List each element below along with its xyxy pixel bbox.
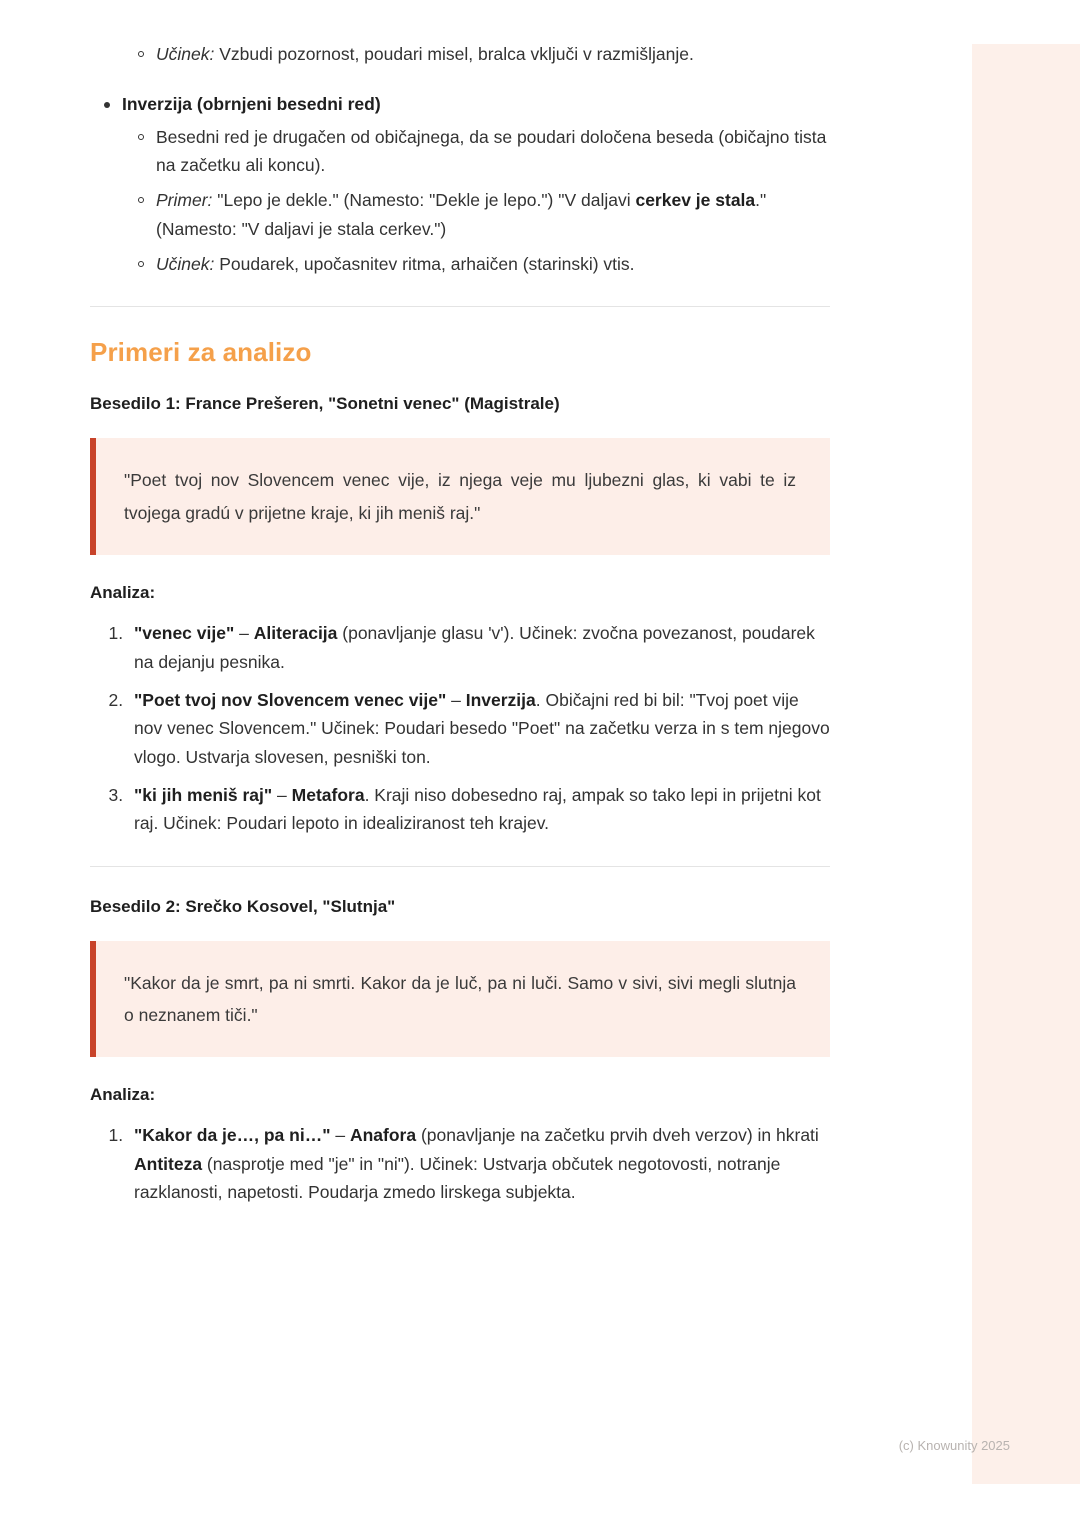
page-side-decoration-inner (962, 44, 972, 1484)
effect-label: Učinek: (156, 254, 215, 275)
analysis-rest-b: (nasprotje med "je" in "ni"). Učinek: Ustvarja občutek negotovosti, notranje razklanosti, napetosti. Poudarja zmedo lirskega subjekta. (134, 1153, 781, 1202)
bullet-list (90, 90, 830, 278)
copyright-footer: (c) Knowunity 2025 (898, 1438, 1010, 1453)
document-content (90, 40, 830, 1216)
text-2-subtitle: Besedilo 2: Srečko Kosovel, "Slutnja" (90, 896, 396, 916)
example-label: Primer: (156, 190, 213, 211)
section-heading: Primeri za analizo (90, 337, 312, 368)
analysis-quote: "Kakor da je…, pa ni…" (134, 1125, 331, 1146)
analysis-quote: "venec vije" (134, 623, 235, 644)
analysis-dash: – (330, 1125, 350, 1146)
analysis-rest: . Kraji niso dobesedno raj, ampak so tako lepi in prijetni kot raj. Učinek: Poudari lepoto in idealiziranost teh krajev. (134, 784, 821, 834)
definition-text: Besedni red je drugačen od običajnega, da se poudari določena beseda (običajno tista na začetku ali koncu). (156, 126, 827, 176)
analysis-label-2: Analiza: (90, 1085, 156, 1105)
list-item (128, 781, 830, 838)
analysis-quote: "ki jih meniš raj" (134, 784, 273, 805)
analysis-dash: – (272, 784, 292, 805)
analysis-rest: . Običajni red bi bil: "Tvoj poet vije nov venec Slovencem." Učinek: Poudari besedo "Poet" na začetku verza in s tem njegovo vlogo. Ustvarja slovesen, pesniški ton. (134, 689, 830, 767)
text-1-subtitle: Besedilo 1: France Prešeren, "Sonetni venec" (Magistrale) (90, 394, 560, 414)
example-text-after: ." (Namesto: "V daljavi je stala cerkev.") (156, 190, 767, 239)
list-item (122, 186, 830, 243)
list-item (122, 123, 830, 180)
quote-block-1: "Poet tvoj nov Slovencem venec vije, iz njega veje mu ljubezni glas, ki vabi te iz tvojega gradú v prijetne kraje, ki jih meniš raj." (90, 438, 830, 555)
list-item (122, 250, 830, 278)
effect-label: Učinek: (156, 44, 215, 64)
analysis-term: Anafora (349, 1125, 417, 1146)
analysis-dash: – (234, 623, 254, 644)
list-item (90, 40, 830, 68)
analysis-rest: (ponavljanje glasu 'v'). Učinek: zvočna povezanost, poudarek na dejanju pesnika. (134, 623, 815, 672)
section-divider (90, 866, 830, 867)
example-text-before: "Lepo je dekle." (Namesto: "Dekle je lepo.") "V daljavi (212, 190, 636, 211)
analysis-list-1 (90, 619, 830, 837)
section-divider (90, 306, 830, 307)
analysis-quote: "Poet tvoj nov Slovencem venec vije" (134, 689, 447, 710)
analysis-label-1: Analiza: (90, 583, 156, 603)
analysis-term: Metafora (291, 784, 365, 805)
term-heading: Inverzija (obrnjeni besedni red) (122, 94, 381, 115)
example-emphasis: cerkev je stala (635, 190, 756, 211)
analysis-term-secondary: Antiteza (134, 1153, 203, 1174)
page-side-decoration (972, 44, 1080, 1484)
list-item (128, 686, 830, 771)
analysis-term: Inverzija (465, 689, 536, 710)
list-item (90, 90, 830, 278)
list-item (128, 619, 830, 676)
list-item (128, 1121, 830, 1206)
analysis-term: Aliteracija (253, 623, 338, 644)
analysis-list-2 (90, 1121, 830, 1206)
quote-block-2: "Kakor da je smrt, pa ni smrti. Kakor da je luč, pa ni luči. Samo v sivi, sivi megli slutnja o neznanem tiči." (90, 941, 830, 1058)
sub-bullet-list (122, 123, 830, 279)
analysis-rest-a: (ponavljanje na začetku prvih dveh verzov) in hkrati (416, 1125, 819, 1146)
effect-text: Vzbudi pozornost, poudari misel, bralca vključi v razmišljanje. (214, 44, 694, 64)
analysis-dash: – (446, 689, 466, 710)
effect-text: Poudarek, upočasnitev ritma, arhaičen (starinski) vtis. (214, 254, 635, 275)
